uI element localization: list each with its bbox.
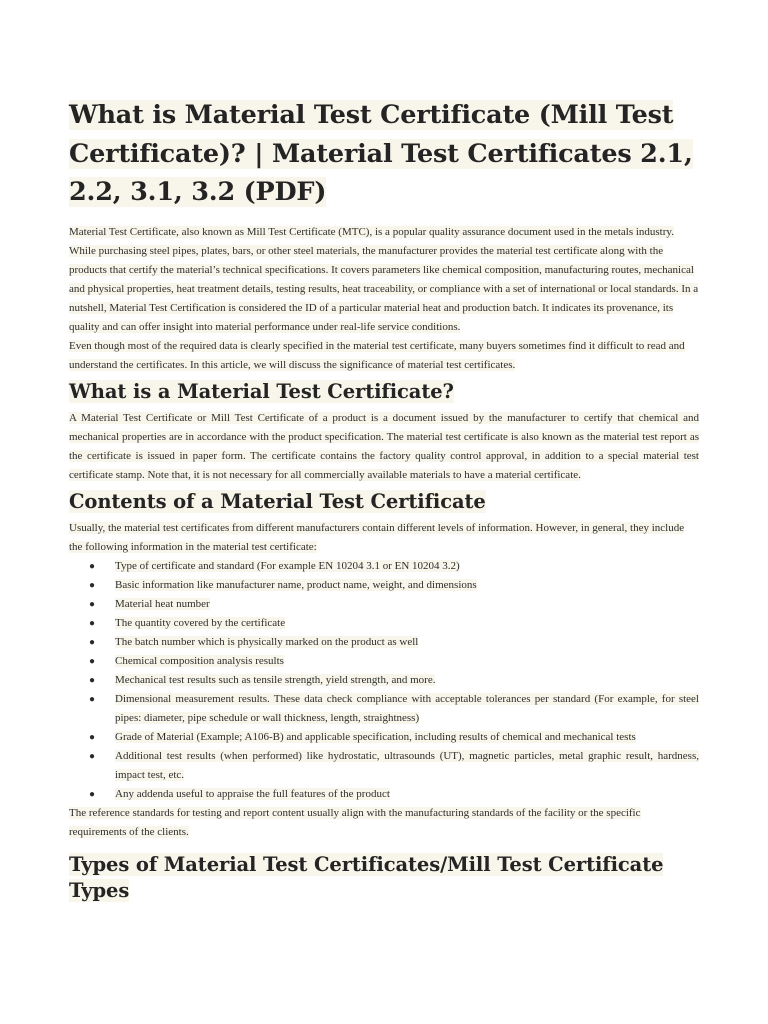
bullet-icon: ● <box>89 655 96 667</box>
contents-list <box>69 557 699 804</box>
list-item: ● Dimensional measurement results. These data check compliance with acceptable tolerances per standard (For example, for steel pipes: diameter, pipe schedule or wall thickness, length, straightness) <box>69 690 699 728</box>
bullet-icon: ● <box>89 617 96 629</box>
section-heading-what-is-mtc: What is a Material Test Certificate? <box>69 379 454 403</box>
section-what-is-mtc-body: A Material Test Certificate or Mill Test Certificate of a product is a document issued by the manufacturer to certify that chemical and mechanical properties are in accordance with the product specification. The material test certificate is also known as the material test report as the certificate is issued in paper form. The certificate contains the factory quality control approval, in addition to a special material test certificate stamp. Note that, it is not necessary for all commercially available materials to have a material certificate. <box>69 411 699 481</box>
intro-paragraph-1: Material Test Certificate, also known as Mill Test Certificate (MTC), is a popular quality assurance document used in the metals industry. While purchasing steel pipes, plates, bars, or other steel materials, the manufacturer provides the material test certificate along with the products that certify the material’s technical specifications. It covers parameters like chemical composition, manufacturing routes, mechanical and physical properties, heat treatment details, testing results, heat traceability, or compliance with a set of international or local standards. In a nutshell, Material Test Certification is considered the ID of a particular material heat and production batch. It indicates its provenance, its quality and can offer insight into material performance under real-life service conditions. <box>69 225 699 333</box>
list-item: ● Grade of Material (Example; A106-B) and applicable specification, including results of chemical and mechanical tests <box>69 728 699 747</box>
bullet-icon: ● <box>89 598 96 610</box>
bullet-icon: ● <box>89 560 96 572</box>
list-item: ● Any addenda useful to appraise the full features of the product <box>69 785 699 804</box>
section-contents-outro: The reference standards for testing and report content usually align with the manufacturing standards of the facility or the specific requirements of the clients. <box>69 806 641 838</box>
bullet-icon: ● <box>89 636 96 648</box>
bullet-icon: ● <box>89 788 96 800</box>
bullet-icon: ● <box>89 750 96 762</box>
bullet-icon: ● <box>89 731 96 743</box>
section-contents-intro: Usually, the material test certificates from different manufacturers contain different levels of information. However, in general, they include the following information in the material test certificate: <box>69 521 685 553</box>
article <box>69 96 699 904</box>
bullet-icon: ● <box>89 693 96 705</box>
list-item: ● Chemical composition analysis results <box>69 652 699 671</box>
bullet-icon: ● <box>89 579 96 591</box>
list-item: ● Material heat number <box>69 595 699 614</box>
section-heading-contents: Contents of a Material Test Certificate <box>69 489 486 513</box>
page-title <box>69 96 699 212</box>
section-heading-types: Types of Material Test Certificates/Mill Test Certificate Types <box>69 852 664 902</box>
bullet-icon: ● <box>89 674 96 686</box>
intro-paragraph-2: Even though most of the required data is clearly specified in the material test certificate, many buyers sometimes find it difficult to read and understand the certificates. In this article, we will discuss the significance of material test certificates. <box>69 339 685 371</box>
list-item: ● The quantity covered by the certificate <box>69 614 699 633</box>
page-title-text: What is Material Test Certificate (Mill Test Certificate)? | Material Test Certificates 2.1, 2.2, 3.1, 3.2 (PDF) <box>69 100 693 207</box>
list-item: ● Basic information like manufacturer name, product name, weight, and dimensions <box>69 576 699 595</box>
list-item: ● Additional test results (when performed) like hydrostatic, ultrasounds (UT), magnetic particles, metal graphic result, hardness, impact test, etc. <box>69 747 699 785</box>
list-item: ● The batch number which is physically marked on the product as well <box>69 633 699 652</box>
list-item: ● Type of certificate and standard (For example EN 10204 3.1 or EN 10204 3.2) <box>69 557 699 576</box>
list-item: ● Mechanical test results such as tensile strength, yield strength, and more. <box>69 671 699 690</box>
